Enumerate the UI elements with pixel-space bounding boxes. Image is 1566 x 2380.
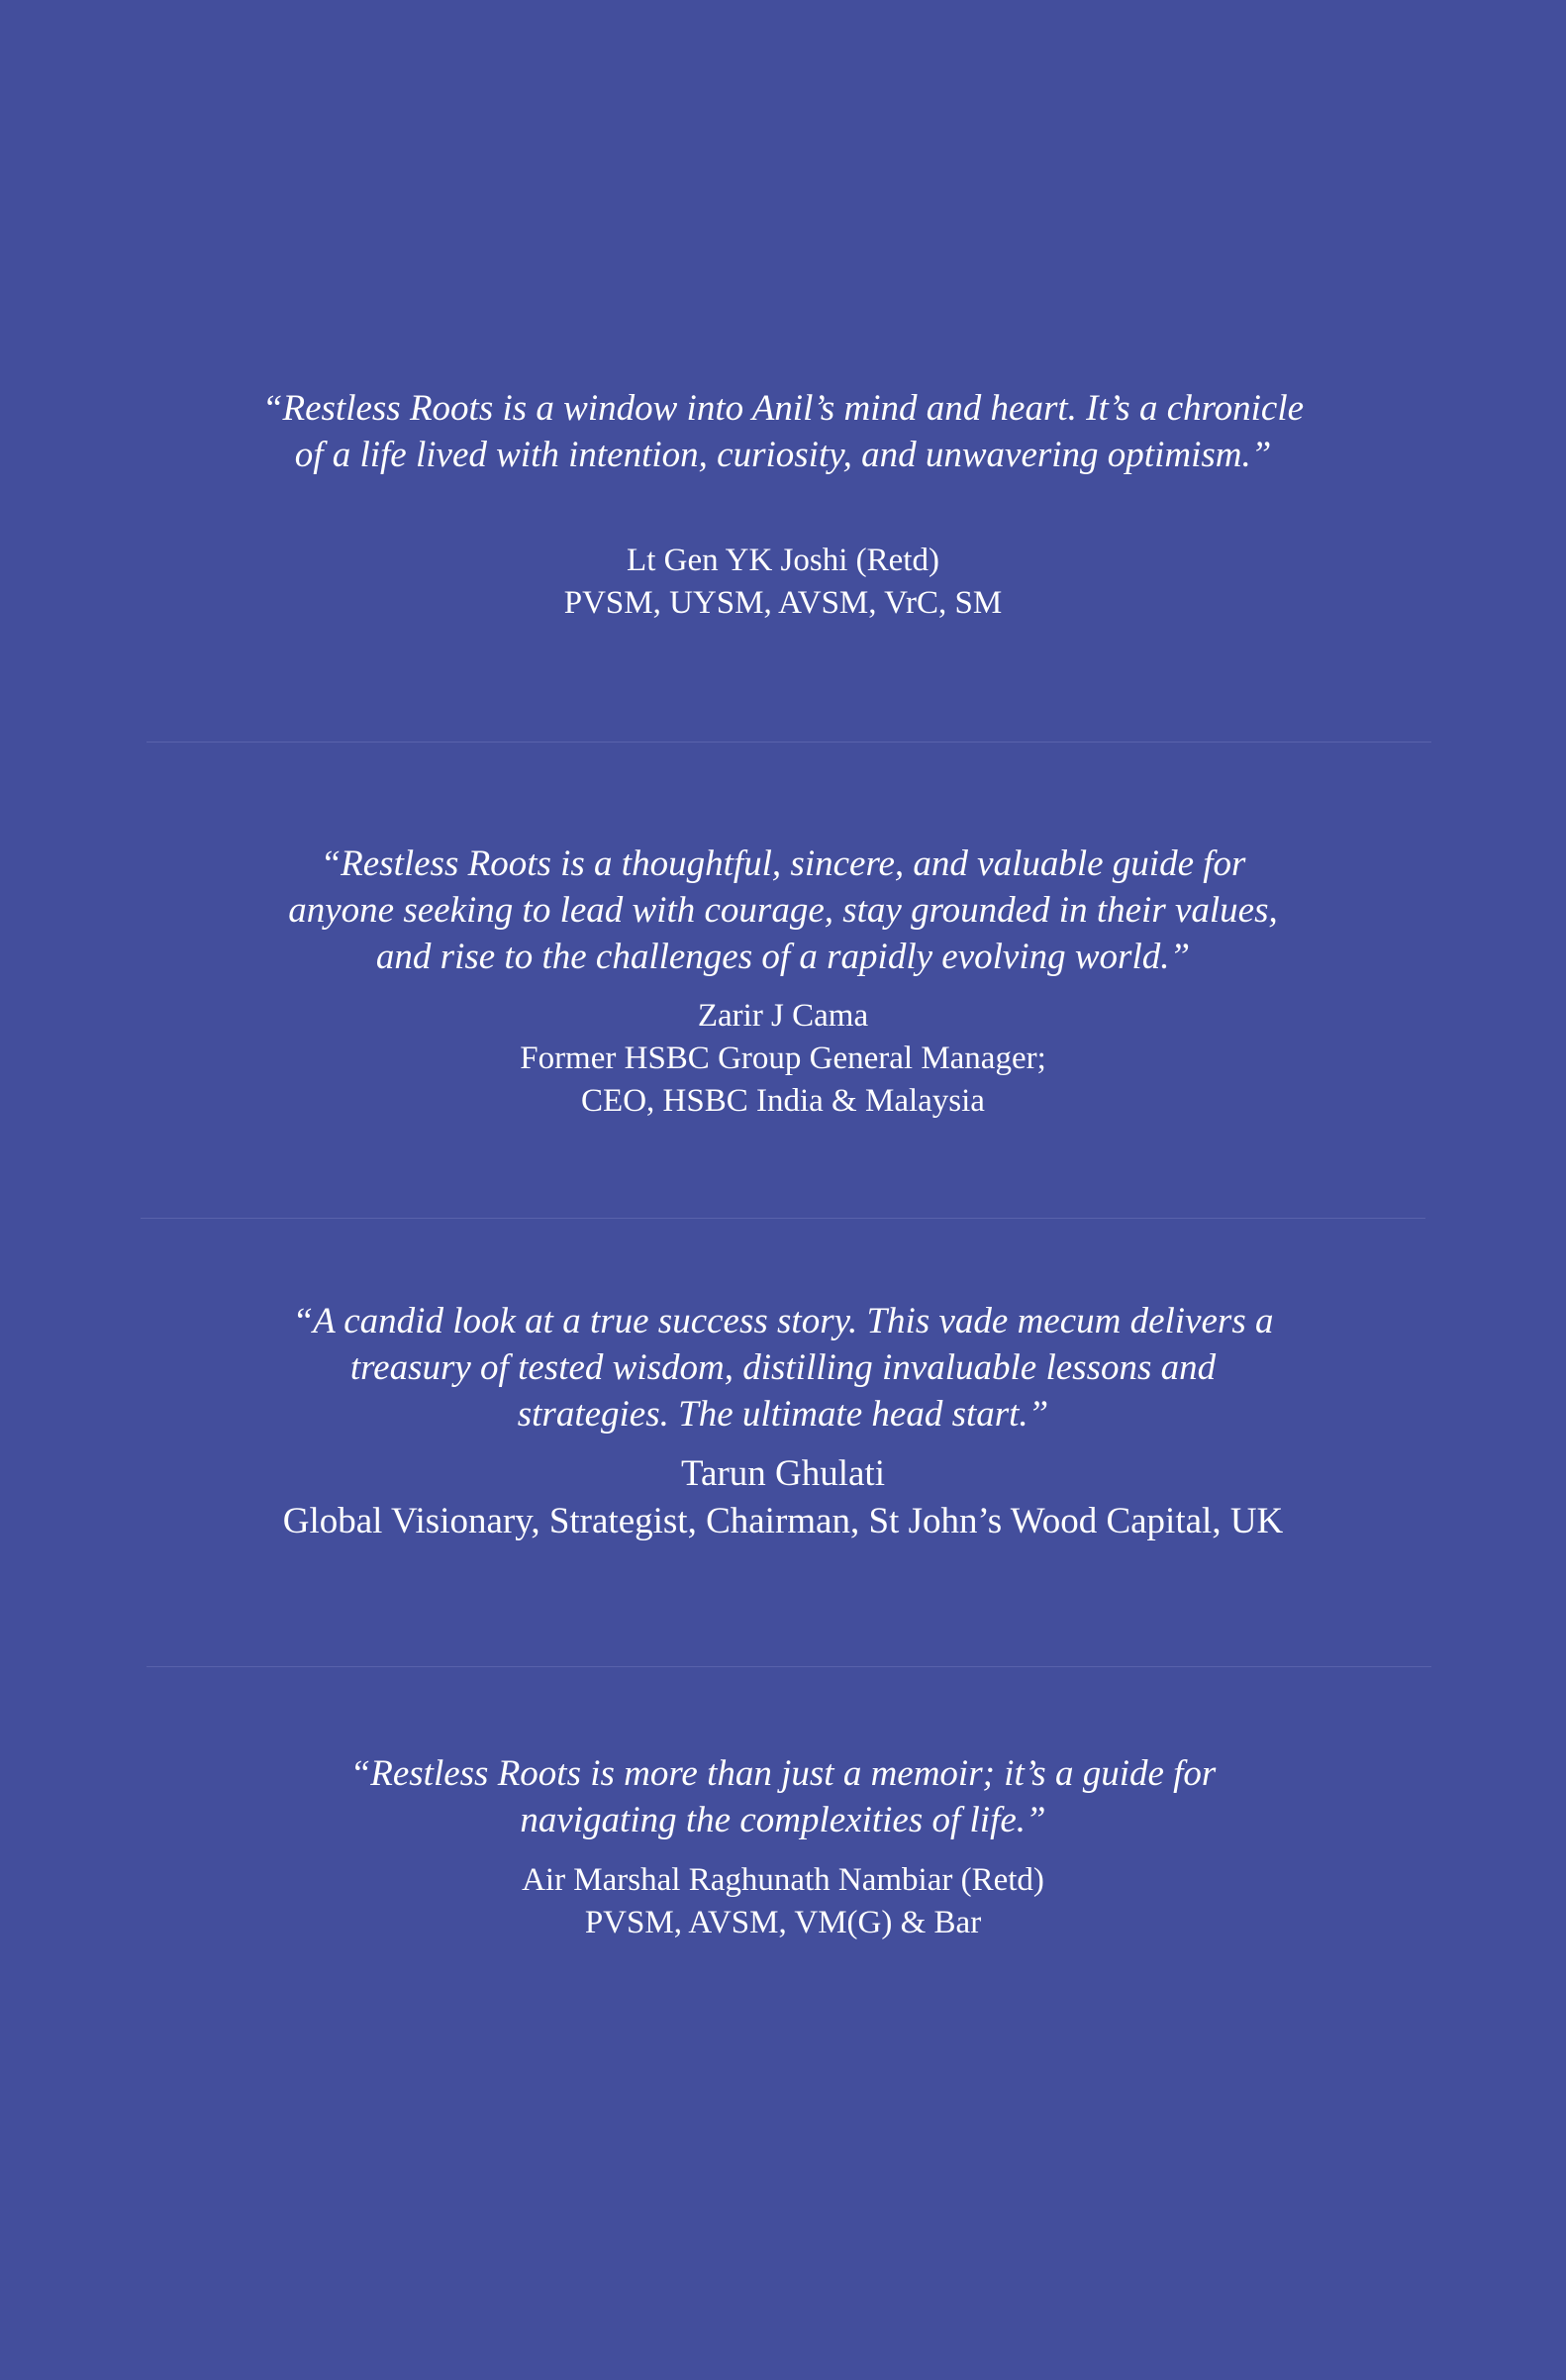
testimonial-quote: [0, 1298, 1566, 1438]
attribution-title: PVSM, AVSM, VM(G) & Bar: [584, 1905, 982, 1940]
attribution-title: Former HSBC Group General Manager;: [520, 1041, 1046, 1076]
section-divider: [147, 742, 1431, 743]
testimonial-3: [0, 1298, 1566, 1545]
testimonial-quote: [0, 841, 1566, 980]
attribution-title: PVSM, UYSM, AVSM, VrC, SM: [563, 585, 1003, 621]
quote-line: of a life lived with intention, curiosity, and unwavering optimism.”: [294, 435, 1272, 475]
attribution-name: Air Marshal Raghunath Nambiar (Retd): [522, 1862, 1044, 1898]
quote-line: and rise to the challenges of a rapidly evolving world.”: [375, 937, 1191, 977]
testimonial-quote: [0, 1750, 1566, 1843]
quote-line: “Restless Roots is a thoughtful, sincere, and valuable guide for: [320, 843, 1246, 884]
section-divider: [141, 1218, 1425, 1219]
testimonial-4: [0, 1750, 1566, 1944]
testimonial-attribution: [0, 1859, 1566, 1944]
testimonial-quote: [0, 385, 1566, 478]
quote-line: anyone seeking to lead with courage, stay grounded in their values,: [288, 890, 1278, 931]
testimonial-attribution: [0, 1450, 1566, 1545]
attribution-name: Zarir J Cama: [697, 998, 869, 1034]
testimonial-attribution: [0, 540, 1566, 625]
attribution-name: Lt Gen YK Joshi (Retd): [627, 543, 939, 578]
attribution-title: CEO, HSBC India & Malaysia: [581, 1083, 985, 1119]
section-divider: [147, 1666, 1431, 1667]
testimonial-attribution: [0, 995, 1566, 1123]
attribution-title: Global Visionary, Strategist, Chairman, St John’s Wood Capital, UK: [282, 1501, 1284, 1541]
quote-line: “Restless Roots is more than just a memoir; it’s a guide for: [349, 1753, 1217, 1794]
quote-line: “Restless Roots is a window into Anil’s mind and heart. It’s a chronicle: [261, 388, 1305, 429]
quote-line: treasury of tested wisdom, distilling invaluable lessons and: [349, 1347, 1217, 1388]
testimonial-2: [0, 841, 1566, 1123]
quote-line: “A candid look at a true success story. This vade mecum delivers a: [292, 1301, 1274, 1341]
testimonial-1: [0, 385, 1566, 625]
quote-line: navigating the complexities of life.”: [520, 1800, 1046, 1840]
quote-line: strategies. The ultimate head start.”: [517, 1394, 1049, 1435]
attribution-name: Tarun Ghulati: [681, 1453, 885, 1494]
